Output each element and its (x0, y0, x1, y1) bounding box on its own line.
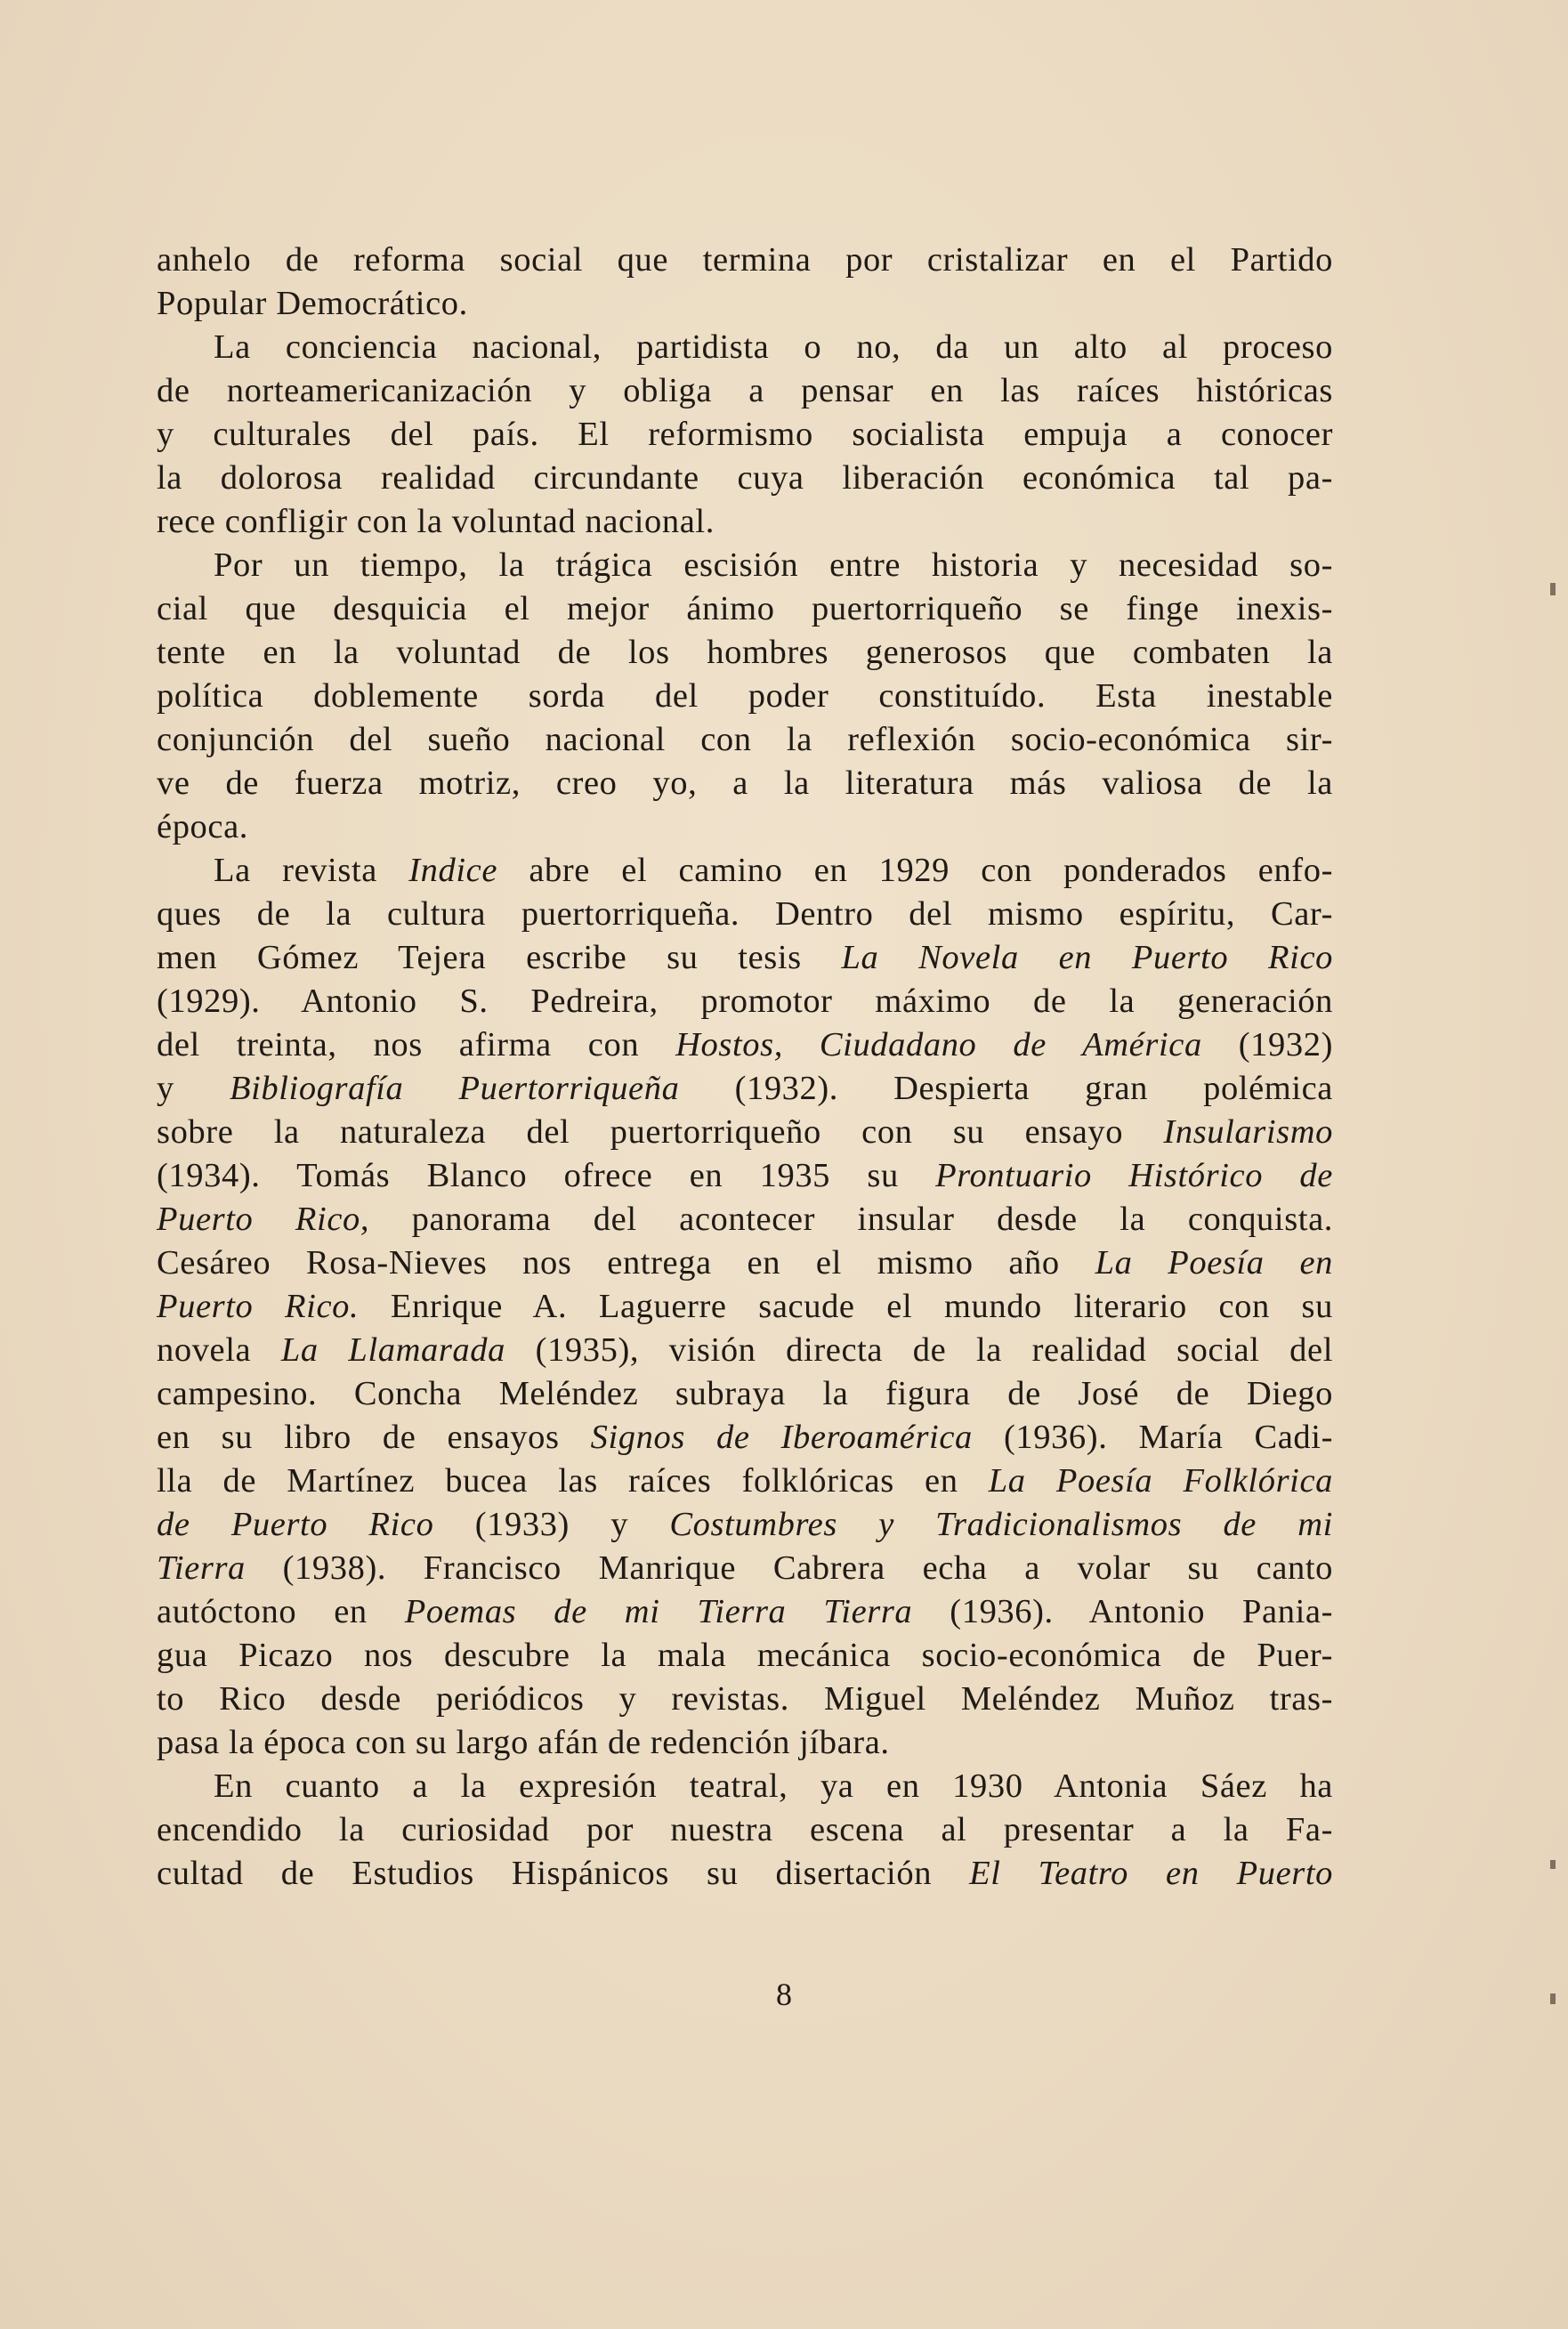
text-line: anhelo de reforma social que termina por cristalizar en el Partido (157, 241, 1333, 279)
text-line: Cesáreo Rosa-Nieves nos entrega en el mismo año La Poesía en (157, 1244, 1333, 1282)
text-line: La revista Indice abre el camino en 1929 con ponderados enfo- (214, 852, 1333, 889)
text-line: sobre la naturaleza del puertorriqueño con su ensayo Insularismo (157, 1113, 1333, 1151)
text-line: del treinta, nos afirma con Hostos, Ciudadano de América (1932) (157, 1026, 1333, 1063)
text-line: Puerto Rico. Enrique A. Laguerre sacude el mundo literario con su (157, 1288, 1333, 1325)
text-line: en su libro de ensayos Signos de Iberoamérica (1936). María Cadi- (157, 1419, 1333, 1456)
text-line: encendido la curiosidad por nuestra escena al presentar a la Fa- (157, 1811, 1333, 1848)
body-text (157, 239, 1333, 1896)
paragraph-1 (157, 239, 1333, 326)
scan-mark (1550, 583, 1556, 595)
text-line: (1929). Antonio S. Pedreira, promotor máximo de la generación (157, 983, 1333, 1020)
scan-mark (1550, 1993, 1556, 2004)
text-line: Por un tiempo, la trágica escisión entre historia y necesidad so- (214, 546, 1333, 584)
text-line: de norteamericanización y obliga a pensar en las raíces históricas (157, 372, 1333, 409)
text-line: tente en la voluntad de los hombres generosos que combaten la (157, 634, 1333, 671)
paragraph-3 (157, 544, 1333, 849)
text-line: y culturales del país. El reformismo socialista empuja a conocer (157, 416, 1333, 453)
text-line: (1934). Tomás Blanco ofrece en 1935 su Prontuario Histórico de (157, 1157, 1333, 1194)
text-line: men Gómez Tejera escribe su tesis La Novela en Puerto Rico (157, 939, 1333, 976)
text-line: autóctono en Poemas de mi Tierra Tierra (1936). Antonio Pania- (157, 1593, 1333, 1630)
text-line: cial que desquicia el mejor ánimo puertorriqueño se finge inexis- (157, 590, 1333, 627)
text-line: En cuanto a la expresión teatral, ya en 1930 Antonia Sáez ha (214, 1767, 1333, 1805)
text-line: rece confligir con la voluntad nacional. (157, 503, 715, 540)
text-line: novela La Llamarada (1935), visión directa de la realidad social del (157, 1331, 1333, 1369)
paragraph-2 (157, 326, 1333, 544)
text-line: Puerto Rico, panorama del acontecer insular desde la conquista. (157, 1201, 1333, 1238)
text-line: gua Picazo nos descubre la mala mecánica socio-económica de Puer- (157, 1637, 1333, 1674)
text-line: La conciencia nacional, partidista o no, da un alto al proceso (214, 328, 1333, 366)
text-line: conjunción del sueño nacional con la reflexión socio-económica sir- (157, 721, 1333, 758)
text-line: cultad de Estudios Hispánicos su disertación El Teatro en Puerto (157, 1855, 1334, 1892)
text-line: pasa la época con su largo afán de redención jíbara. (157, 1724, 890, 1761)
text-line: la dolorosa realidad circundante cuya liberación económica tal pa- (157, 459, 1333, 497)
text-line: lla de Martínez bucea las raíces folklóricas en La Poesía Folklórica (157, 1462, 1333, 1500)
text-line: to Rico desde periódicos y revistas. Miguel Meléndez Muñoz tras- (157, 1680, 1333, 1718)
text-line: ques de la cultura puertorriqueña. Dentro del mismo espíritu, Car- (157, 895, 1333, 933)
text-line: ve de fuerza motriz, creo yo, a la literatura más valiosa de la (157, 764, 1333, 802)
paragraph-4 (157, 849, 1333, 1765)
text-line: y Bibliografía Puertorriqueña (1932). Despierta gran polémica (157, 1070, 1333, 1107)
text-line: campesino. Concha Meléndez subraya la figura de José de Diego (157, 1375, 1333, 1412)
text-line: de Puerto Rico (1933) y Costumbres y Tradicionalismos de mi (157, 1506, 1333, 1543)
page-number: 8 (776, 1977, 792, 2012)
text-line: Popular Democrático. (157, 285, 468, 322)
text-line: época. (157, 808, 248, 845)
paragraph-5 (157, 1765, 1333, 1896)
scan-mark (1550, 1860, 1556, 1869)
text-line: Tierra (1938). Francisco Manrique Cabrera echa a volar su canto (157, 1549, 1333, 1587)
text-line: política doblemente sorda del poder constituído. Esta inestable (157, 677, 1333, 715)
